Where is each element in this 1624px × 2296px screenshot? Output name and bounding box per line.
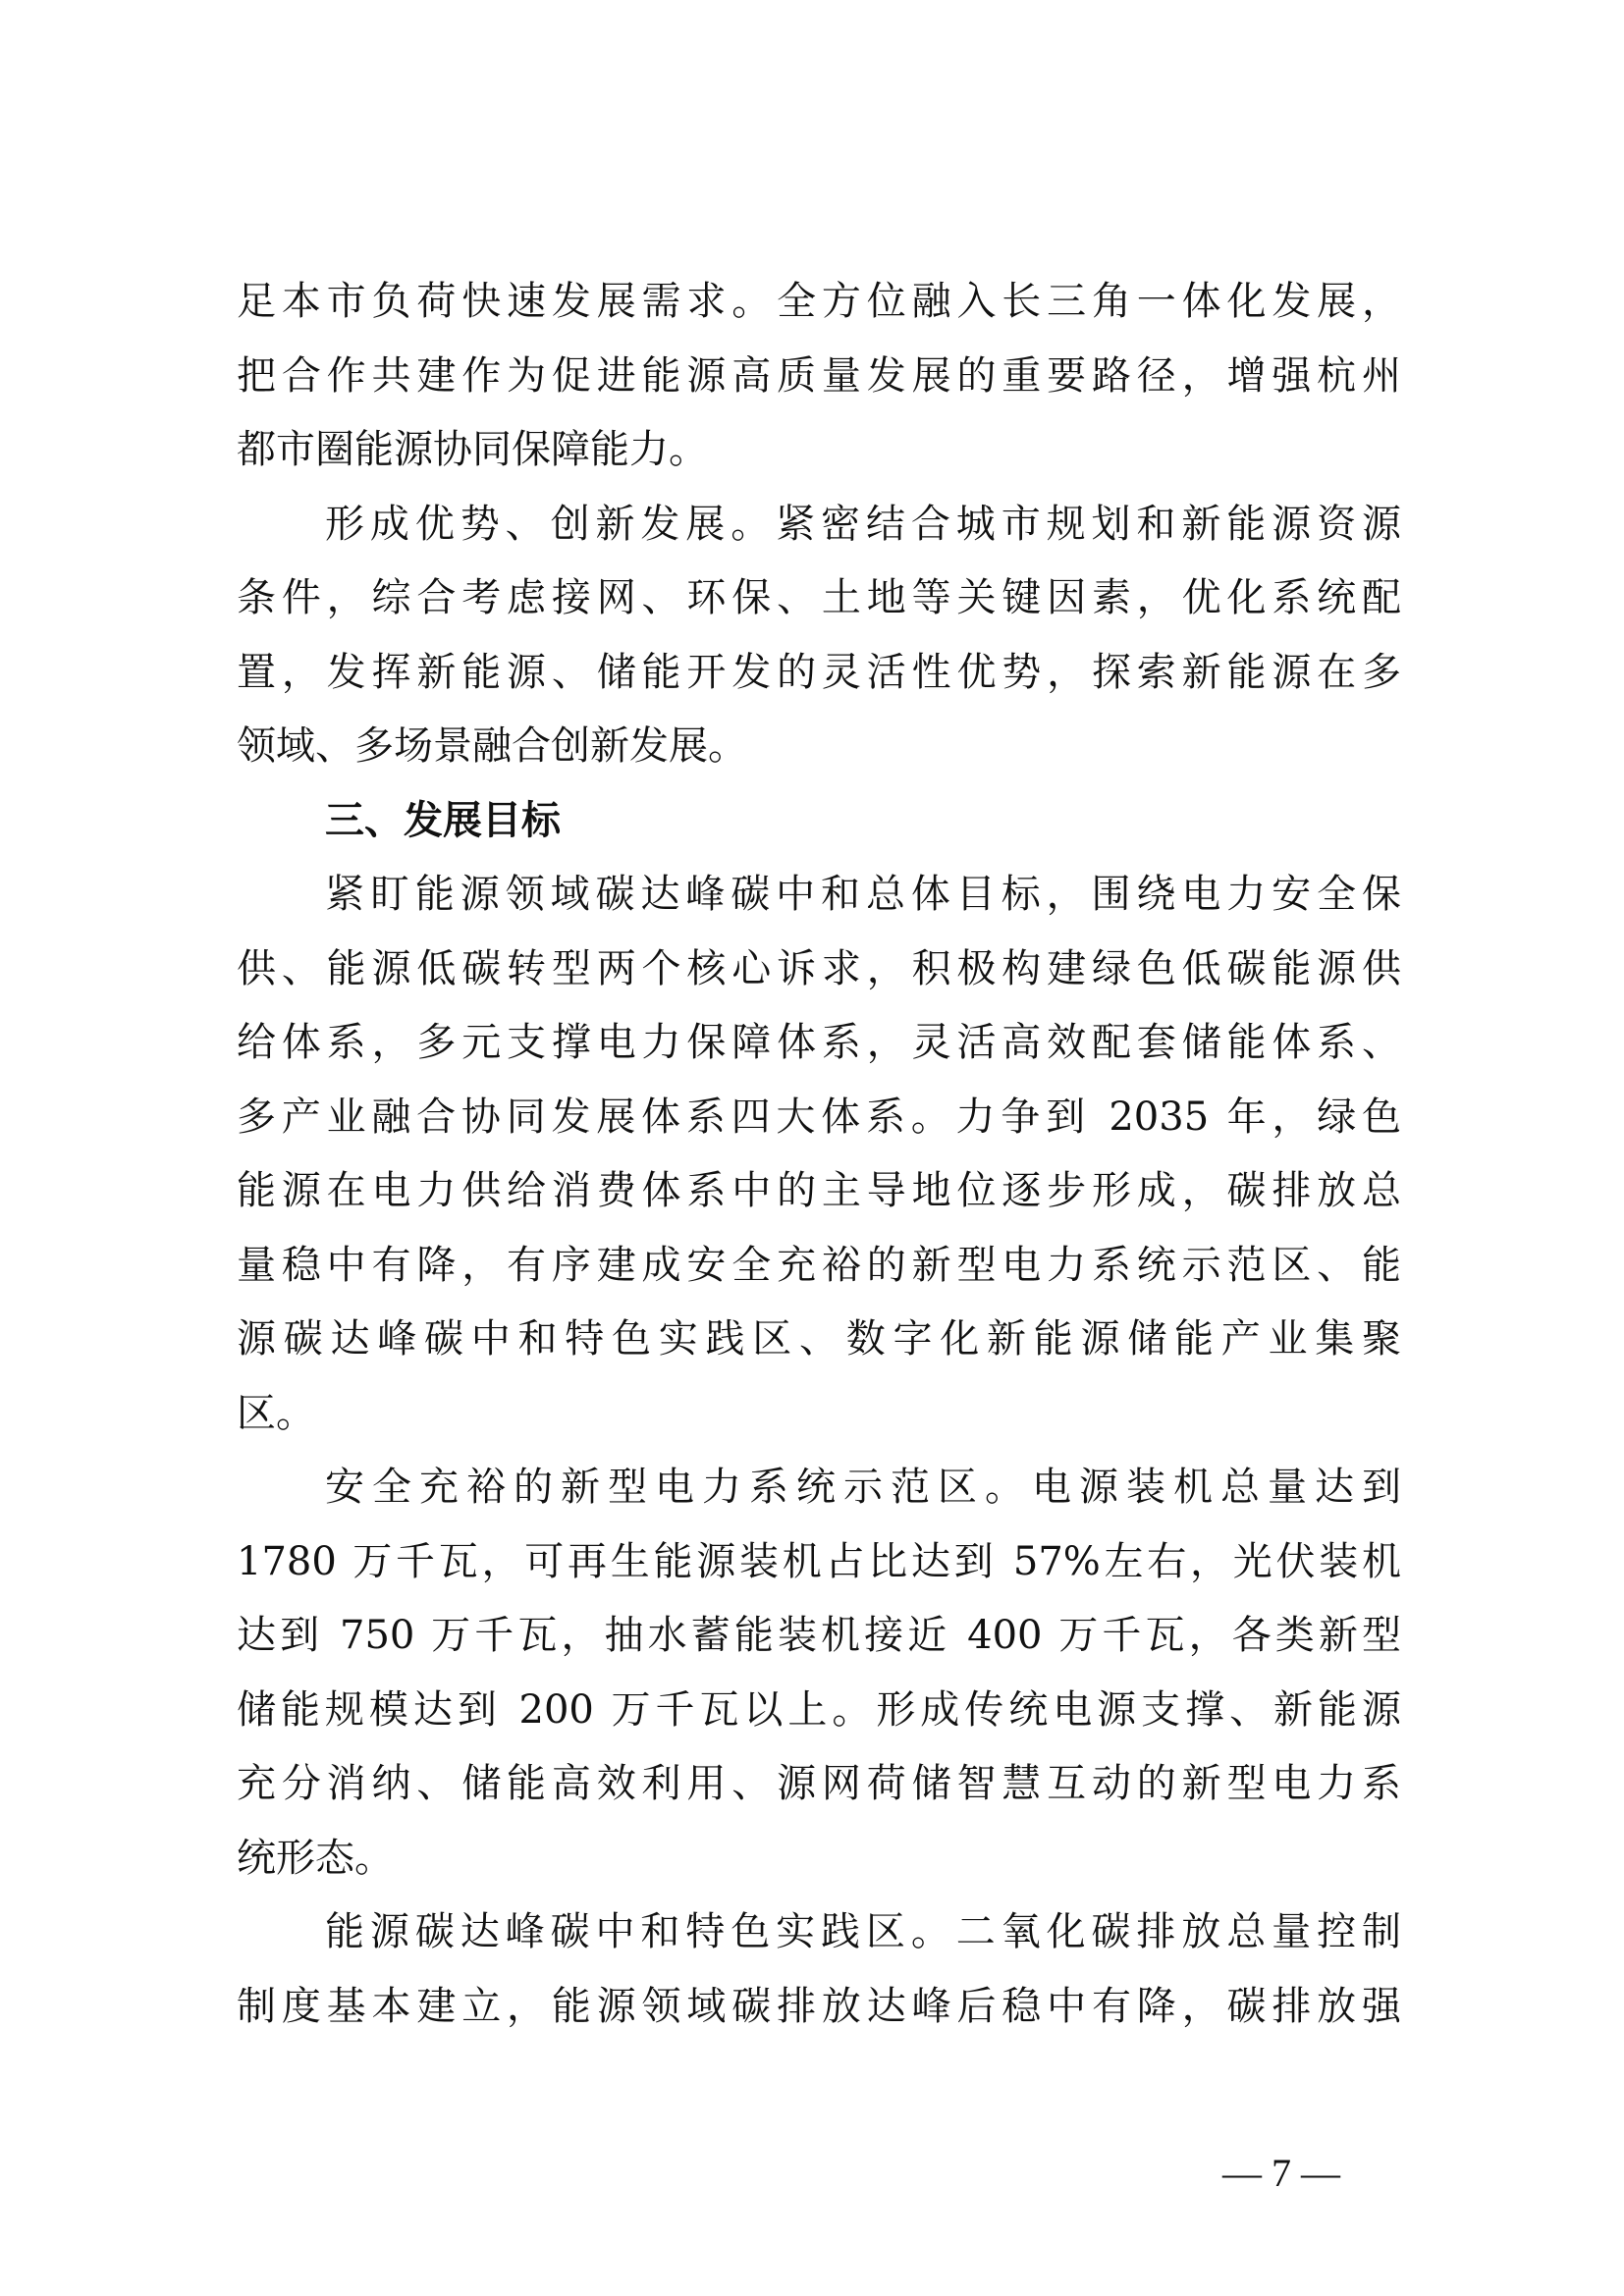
text-line: 统形态。 — [237, 1835, 394, 1881]
text-line: 源碳达峰碳中和特色实践区、数字化新能源储能产业集聚 — [237, 1316, 1401, 1362]
text-line: 紧盯能源领域碳达峰碳中和总体目标，围绕电力安全保 — [325, 872, 1401, 917]
text-line: 置，发挥新能源、储能开发的灵活性优势，探索新能源在多 — [237, 649, 1401, 695]
text-line: 达到 750 万千瓦，抽水蓄能装机接近 400 万千瓦，各类新型 — [237, 1613, 1401, 1658]
text-line: 都市圈能源协同保障能力。 — [237, 427, 708, 472]
document-body — [237, 265, 1401, 2044]
text-line: 领域、多场景融合创新发展。 — [237, 723, 747, 769]
text-line: 供、能源低碳转型两个核心诉求，积极构建绿色低碳能源供 — [237, 945, 1401, 991]
text-line: 足本市负荷快速发展需求。全方位融入长三角一体化发展， — [237, 279, 1401, 324]
text-line: 制度基本建立，能源领域碳排放达峰后稳中有降，碳排放强 — [237, 1983, 1401, 2029]
text-line: 多产业融合协同发展体系四大体系。力争到 2035 年，绿色 — [237, 1094, 1401, 1140]
text-line: 给体系，多元支撑电力保障体系，灵活高效配套储能体系、 — [237, 1020, 1401, 1065]
text-line: 形成优势、创新发展。紧密结合城市规划和新能源资源 — [325, 501, 1401, 547]
text-line: 区。 — [237, 1390, 315, 1436]
text-line: 把合作共建作为促进能源高质量发展的重要路径，增强杭州 — [237, 352, 1401, 399]
text-line: 条件，综合考虑接网、环保、土地等关键因素，优化系统配 — [237, 575, 1401, 620]
page-number: — 7 — — [1222, 2151, 1340, 2195]
text-line: 安全充裕的新型电力系统示范区。电源装机总量达到 — [325, 1465, 1401, 1510]
text-line: 1780 万千瓦，可再生能源装机占比达到 57%左右，光伏装机 — [237, 1538, 1401, 1584]
text-line: 能源在电力供给消费体系中的主导地位逐步形成，碳排放总 — [237, 1168, 1401, 1213]
section-heading: 三、发展目标 — [325, 797, 561, 843]
text-line: 量稳中有降，有序建成安全充裕的新型电力系统示范区、能 — [237, 1242, 1401, 1288]
text-line: 充分消纳、储能高效利用、源网荷储智慧互动的新型电力系 — [237, 1761, 1401, 1806]
text-line: 能源碳达峰碳中和特色实践区。二氧化碳排放总量控制 — [325, 1909, 1401, 1954]
text-line: 储能规模达到 200 万千瓦以上。形成传统电源支撑、新能源 — [237, 1686, 1401, 1733]
